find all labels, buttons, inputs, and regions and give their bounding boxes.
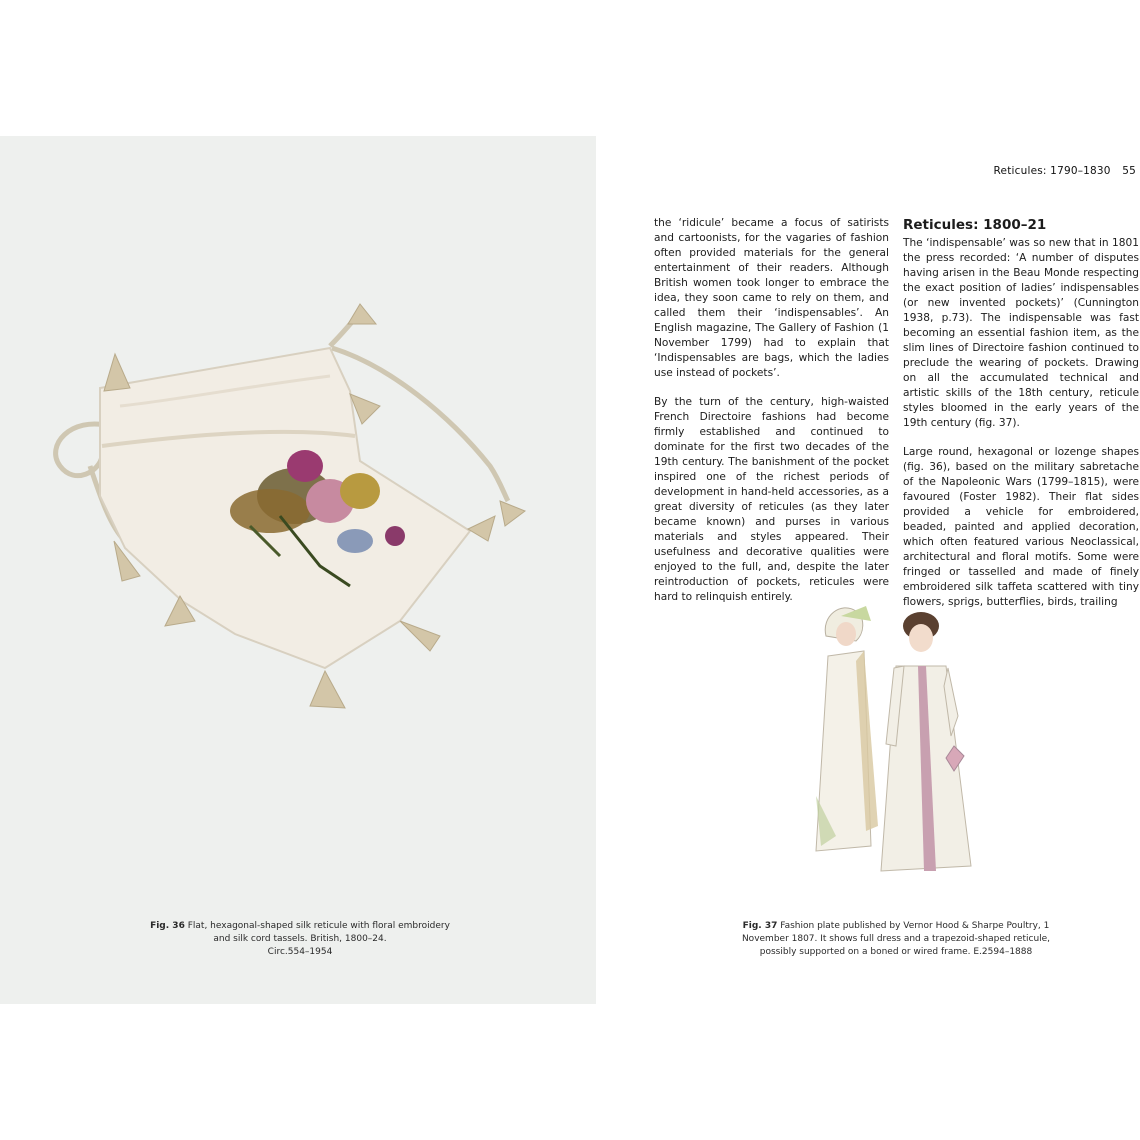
right-page [596, 136, 1140, 1004]
fig-37-caption [736, 920, 1056, 959]
running-head-title: Reticules: 1790–1830 [993, 165, 1111, 177]
text-column-left [654, 216, 889, 619]
running-head [994, 165, 1136, 177]
page-number: 55 [1122, 165, 1136, 177]
text-column-right [903, 216, 1139, 624]
left-page [0, 136, 596, 1004]
book-spread [0, 136, 1140, 1004]
fig-36-ref: Circ.554–1954 [267, 947, 333, 957]
paragraph: Large round, hexagonal or lozenge shapes (fig. 36), based on the military sabretache of the Napoleonic Wars (1799–1815), were favoured (Foster 1982). Their flat sides provided a vehicle for embroidered, beaded, painted and applied decoration, which often featured various Neoclassical, architectural and floral motifs. Some were fringed or tasselled and made of finely embroidered silk taffeta scattered with tiny flowers, sprigs, butterflies, birds, trailing [903, 446, 1139, 608]
paragraph: the ‘ridicule’ became a focus of satirists and cartoonists, for the vagaries of fashion often provided materials for the general entertainment of their readers. Although British women took longer to embrace the idea, they soon came to rely on them, and called them their ‘indispensables’. An English magazine, The Gallery of Fashion (1 November 1799) had to explain that ‘Indispensables are bags, which the ladies use instead of pockets’. [654, 217, 889, 379]
section-heading: Reticules: 1800–21 [903, 217, 1047, 233]
fig-37-text: Fashion plate published by Vernor Hood & Sharpe Poultry, 1 November 1807. It shows full dress and a trapezoid-shaped reticule, possibly supported on a boned or wired frame. E.2594–1888 [741, 921, 1051, 957]
paragraph: The ‘indispensable’ was so new that in 1801 the press recorded: ‘A number of disputes having arisen in the Beau Monde respecting the exact position of ladies’ indispensables (or new invented pockets)’ (Cunnington 1938, p.73). The indispensable was fast becoming an essential fashion item, as the slim lines of Directoire fashion continued to preclude the wearing of pockets. Drawing on all the accumulated technical and artistic skills of the 18th century, reticule styles bloomed in the early years of the 19th century (fig. 37). [903, 237, 1139, 429]
fig-36-text: Flat, hexagonal-shaped silk reticule with floral embroidery and silk cord tassels. British, 1800–24. [187, 921, 450, 944]
fig-36-label: Fig. 36 [150, 921, 185, 931]
paragraph: By the turn of the century, high-waisted French Directoire fashions had become firmly established and continued to dominate for the first two decades of the 19th century. The banishment of the pocket inspired one of the richest periods of development in hand-held accessories, as a great diversity of reticules (as they later became known) and purses in various materials and styles appeared. Their usefulness and decorative qualities were enjoyed to the full, and, despite the later reintroduction of pockets, reticules were hard to relinquish entirely. [654, 396, 889, 603]
fig-36-caption [150, 920, 450, 959]
reticule-image [30, 296, 570, 716]
fig-37-label: Fig. 37 [742, 921, 778, 931]
fashion-plate-image [786, 596, 986, 896]
